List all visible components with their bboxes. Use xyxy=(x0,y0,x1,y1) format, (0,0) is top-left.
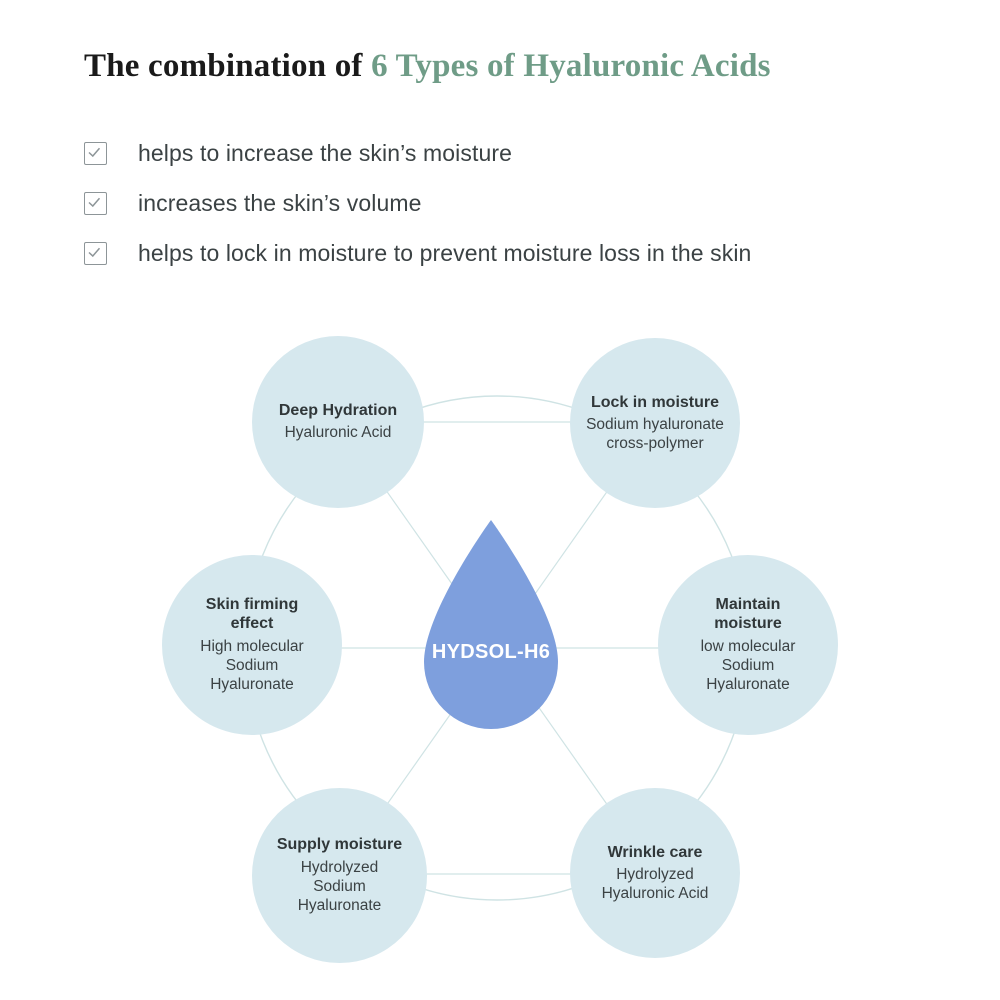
page-title-accent: 6 Types of Hyaluronic Acids xyxy=(371,48,771,84)
node-subtitle: Sodium hyaluronate cross-polymer xyxy=(586,415,724,453)
node-skin-firming-effect[interactable] xyxy=(162,555,342,735)
hydsol-hexagon-diagram xyxy=(140,318,870,988)
list-item-label: helps to lock in moisture to prevent moisture loss in the skin xyxy=(138,239,752,266)
list-item xyxy=(84,228,944,278)
checkbox-checked-icon xyxy=(84,242,107,265)
node-lock-in-moisture[interactable] xyxy=(570,338,740,508)
node-subtitle: Hyaluronic Acid xyxy=(284,424,392,442)
page-title-lead: The combination of xyxy=(84,48,372,84)
node-title: Maintain moisture xyxy=(714,596,782,633)
center-label: HYDSOL-H6 xyxy=(431,641,551,663)
list-item-label: helps to increase the skin’s moisture xyxy=(138,139,513,166)
node-subtitle: Hydrolyzed Hyaluronic Acid xyxy=(601,865,709,903)
node-title: Supply moisture xyxy=(276,836,403,854)
node-subtitle: Hydrolyzed Sodium Hyaluronate xyxy=(297,858,382,915)
node-subtitle: High molecular Sodium Hyaluronate xyxy=(200,637,304,694)
checkbox-checked-icon xyxy=(84,142,107,165)
list-item xyxy=(84,128,944,178)
node-title: Deep Hydration xyxy=(278,402,398,420)
node-supply-moisture[interactable] xyxy=(252,788,427,963)
checkbox-checked-icon xyxy=(84,192,107,215)
node-subtitle: low molecular Sodium Hyaluronate xyxy=(700,637,796,694)
benefits-list xyxy=(84,128,944,278)
list-item-label: increases the skin’s volume xyxy=(138,189,422,216)
node-title: Skin firming effect xyxy=(205,596,299,633)
node-title: Lock in moisture xyxy=(590,393,720,411)
node-title: Wrinkle care xyxy=(607,843,703,861)
center-droplet xyxy=(408,516,574,736)
node-wrinkle-care[interactable] xyxy=(570,788,740,958)
water-drop-icon xyxy=(408,516,574,736)
node-deep-hydration[interactable] xyxy=(252,336,424,508)
node-maintain-moisture[interactable] xyxy=(658,555,838,735)
list-item xyxy=(84,178,944,228)
page-title xyxy=(84,48,771,85)
